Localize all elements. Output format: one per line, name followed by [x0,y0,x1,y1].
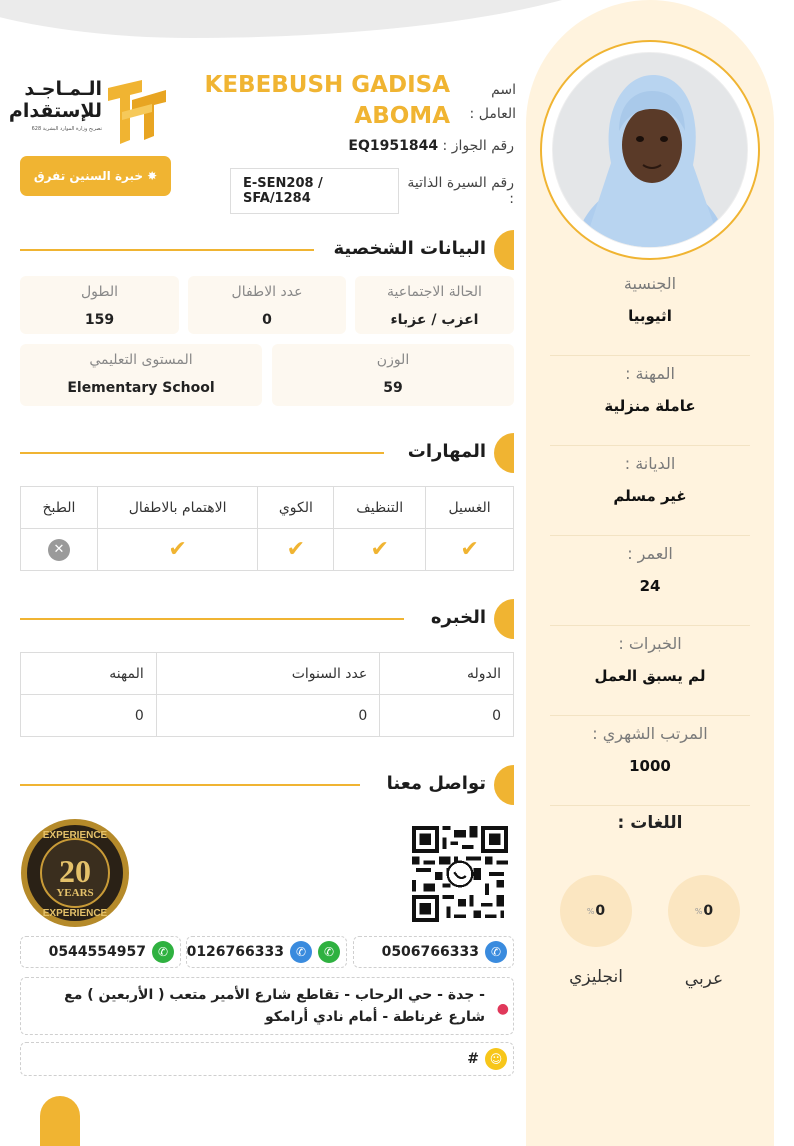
snapchat-handle: # [467,1051,479,1067]
exp-cell-profession: 0 [21,695,157,737]
lang-level-value: 0 [595,903,606,919]
heading-accent [494,599,514,639]
age-label: العمر : [627,544,673,563]
worker-name: KEBEBUSH GADISA ABOMA [204,72,450,129]
badge-label: خبرة السنين تفرق [33,169,144,183]
portrait-image [553,53,748,248]
skills-table [20,486,514,571]
sparkle-icon: ✸ [147,169,158,183]
personal-title: البيانات الشخصية [333,238,486,259]
skill-name-cleaning: التنظيف [334,487,426,529]
experience-value: لم يسبق العمل [594,667,706,685]
marital-label: الحالة الاجتماعية [387,284,482,300]
heading-rule [20,249,314,251]
header-swoosh [0,0,660,38]
skill-name-ironing: الكوي [258,487,334,529]
logo-mark-icon [102,78,168,148]
phone-icon: ✆ [290,941,312,963]
experience-label: الخبرات : [618,634,682,653]
cv-number: E-SEN208 / SFA/1284 [230,168,399,214]
lang-unit: % [586,906,595,916]
experience-item [550,626,750,716]
skill-childcare-cell [97,529,258,571]
experience-header-row [21,653,514,695]
skills-header-row [21,487,514,529]
nationality-item [550,266,750,356]
contact-title: تواصل معنا [386,773,486,794]
religion-value: غير مسلم [613,487,687,505]
experience-section-heading [20,599,514,639]
skills-title: المهارات [407,441,486,462]
profession-value: عاملة منزلية [604,397,696,415]
heading-accent [494,765,514,805]
exp-cell-country: 0 [380,695,514,737]
sidebar-info [550,266,750,806]
heading-accent [494,433,514,473]
lang-level-value: 0 [703,903,714,919]
worker-photo-frame [540,40,760,260]
phone-number-3: 0544554957 [48,944,146,960]
religion-item [550,446,750,536]
education-label: المستوى التعليمي [89,352,193,368]
heading-rule [20,452,384,454]
snapchat-icon: ☺ [485,1048,507,1070]
passport-number: EQ1951844 [348,138,439,154]
exp-header-years: عدد السنوات [156,653,380,695]
address-box [20,977,514,1035]
lang-level-english [560,875,632,947]
exp-header-country: الدوله [380,653,514,695]
decorative-tab [40,1096,80,1146]
lang-unit: % [694,906,703,916]
lang-name-english: انجليزي [569,967,623,987]
skills-section-heading [20,433,514,473]
phone-icon: ✆ [485,941,507,963]
check-icon: ✔ [460,537,479,562]
religion-label: الديانة : [624,454,676,473]
passport-row [250,138,514,154]
skill-cooking-cell [21,529,98,571]
marital-value: اعزب / عزباء [390,312,479,328]
children-label: عدد الاطفال [231,284,303,300]
salary-label: المرتب الشهري : [592,724,708,743]
company-logo [8,78,170,132]
exp-header-profession: المهنه [21,653,157,695]
children-card [188,276,346,334]
whatsapp-icon: ✆ [152,941,174,963]
check-icon: ✔ [370,537,389,562]
lang-level-arabic [668,875,740,947]
weight-card [272,344,514,406]
address-text: - جدة - حي الرحاب - تقاطع شارع الأمير متعب ( الأربعين ) مع شارع غرناطة - أمام نادي أرامكو [64,987,485,1025]
height-label: الطول [80,284,119,300]
worker-name-label: اسم العامل : [469,82,516,122]
experience-20-years-badge [20,818,130,928]
heading-rule [20,784,360,786]
check-icon: ✔ [168,537,187,562]
education-value: Elementary School [67,380,215,396]
whatsapp-icon: ✆ [318,941,340,963]
heading-rule [20,618,404,620]
weight-label: الوزن [376,352,410,368]
marital-card [355,276,514,334]
badge-number: 20 [59,853,91,889]
weight-value: 59 [383,380,403,396]
nationality-value: اثيوبيا [628,307,672,325]
phone-number-1: 0506766333 [381,944,479,960]
company-name-line1: الـمـاجـد [24,78,102,100]
exp-cell-years: 0 [156,695,380,737]
education-card [20,344,262,406]
company-name-line2: للإستقدام [8,100,102,122]
passport-label: رقم الجواز : [442,138,514,154]
skill-name-washing: الغسيل [426,487,514,529]
company-license: تصريح وزارة الموارد البشرية 628 [31,126,102,132]
badge-top-text: EXPERIENCE [42,830,108,841]
skill-name-childcare: الاهتمام بالاطفال [97,487,258,529]
salary-item [550,716,750,806]
skill-ironing-cell [258,529,334,571]
experience-badge-button[interactable] [20,156,171,196]
phone-pill-1[interactable] [353,936,514,968]
skills-value-row [21,529,514,571]
salary-value: 1000 [629,757,671,775]
qr-code[interactable] [412,826,508,922]
languages-title: اللغات : [617,813,683,833]
worker-photo [552,52,748,248]
profession-item [550,356,750,446]
lang-name-arabic: عربي [684,969,724,989]
check-icon: ✔ [286,537,306,562]
height-card [20,276,179,334]
experience-title: الخبره [430,607,486,628]
badge-years: YEARS [56,887,94,899]
children-value: 0 [262,312,272,328]
personal-section-heading [20,230,514,270]
location-pin-icon: ● [496,1001,509,1017]
cv-label: رقم السيرة الذاتية : [407,175,514,207]
age-item [550,536,750,626]
age-value: 24 [639,577,661,595]
phone-pill-2[interactable] [186,936,347,968]
skill-cleaning-cell [334,529,426,571]
badge-bottom-text: EXPERIENCE [42,908,108,919]
cv-row [230,168,514,214]
skill-name-cooking: الطبخ [21,487,98,529]
heading-accent [494,230,514,270]
cross-icon: ✕ [48,539,70,561]
nationality-label: الجنسية [623,274,677,293]
profession-label: المهنة : [625,364,675,383]
skill-washing-cell [426,529,514,571]
phone-number-2: 0126766333 [186,944,284,960]
phone-pill-3[interactable] [20,936,181,968]
height-value: 159 [84,312,115,328]
table-row [21,695,514,737]
experience-table [20,652,514,737]
contact-section-heading [20,765,514,805]
snapchat-box[interactable] [20,1042,514,1076]
